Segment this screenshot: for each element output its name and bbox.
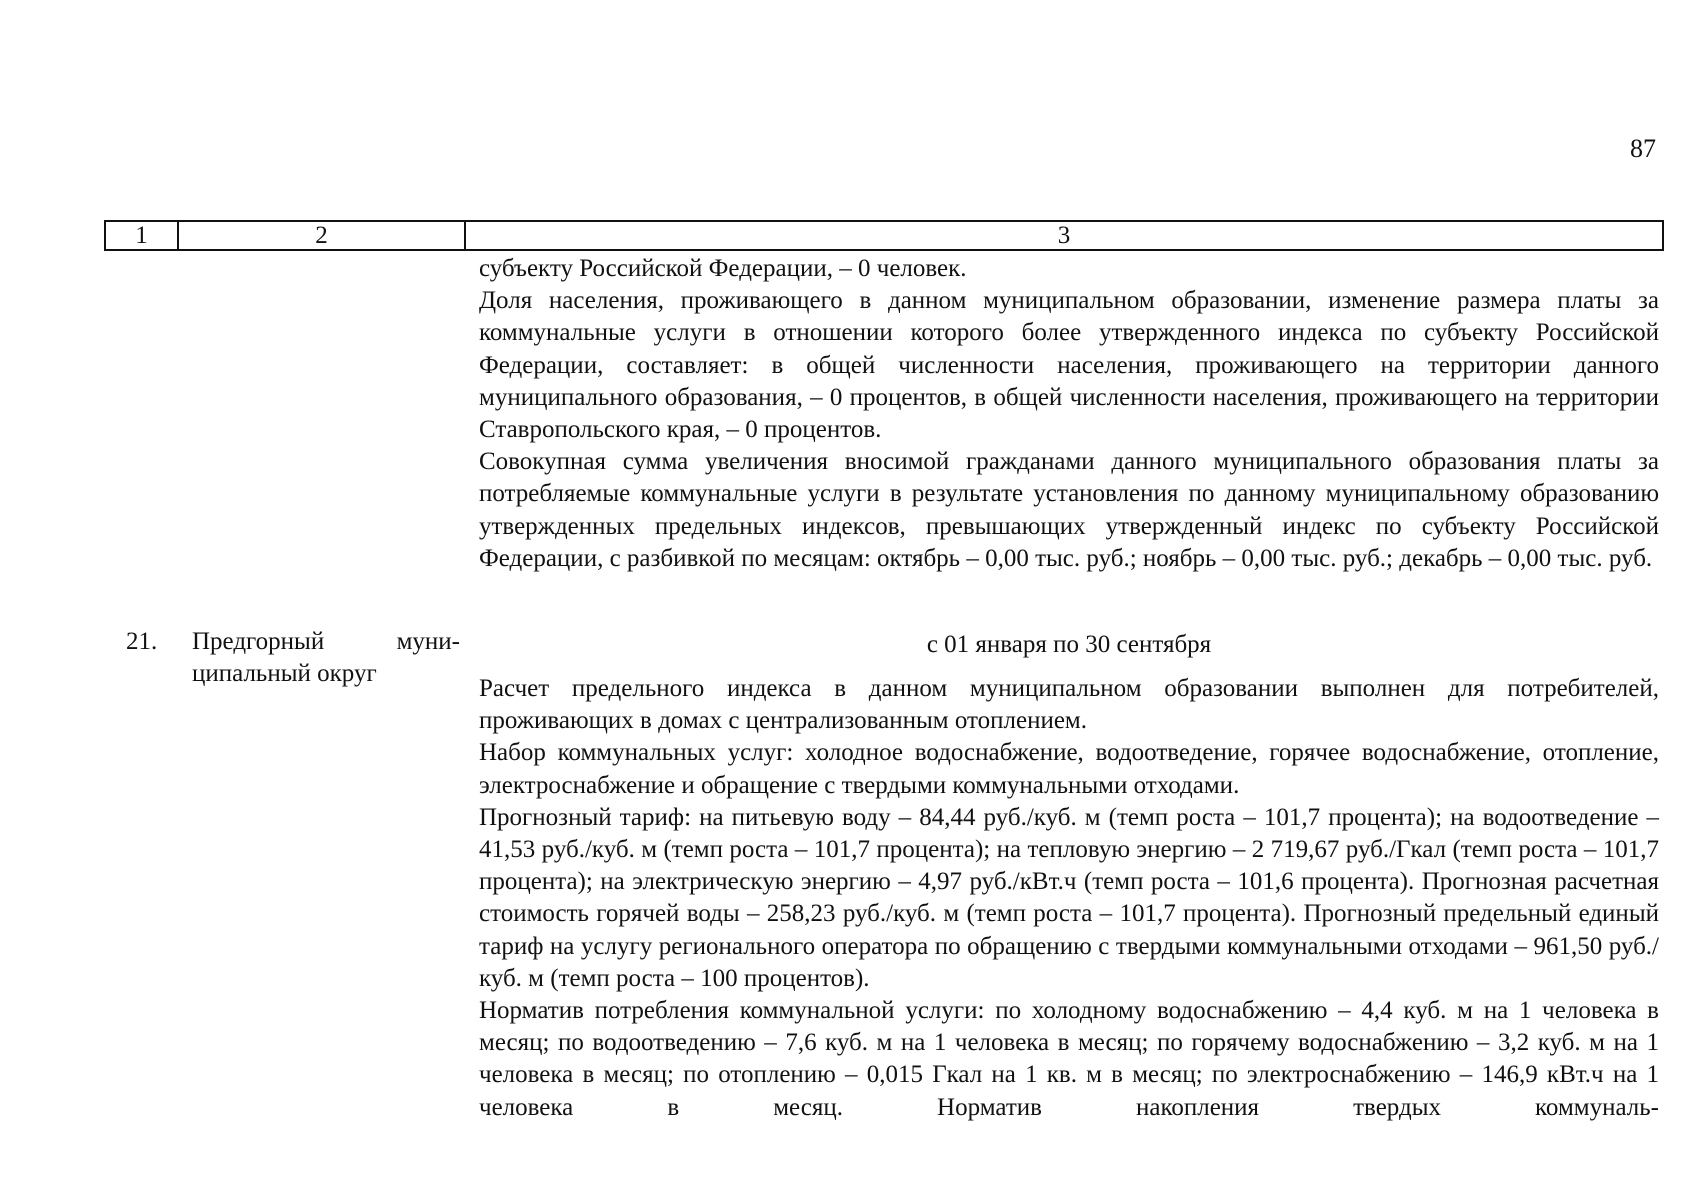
table-header-col-3: 3 — [1057, 222, 1071, 249]
table-header-col-2: 2 — [179, 222, 466, 249]
row-21-text — [479, 673, 1659, 1124]
row-21-paragraph-1: Расчет предельного индекса в данном муниципальном образовании выполнен для потребителей, проживающих в домах с централизованным отоплением. — [479, 675, 1659, 735]
row-21-number: 21. — [126, 628, 158, 655]
table-header-row — [104, 220, 1664, 251]
continued-paragraph-2: Доля населения, проживающего в данном муниципальном образовании, изменение размера платы за коммунальные услуги в отношении которого более утвержденного индекса по субъекту Российской Федерации, составляет: в общей численности населения, проживающего на территории данного муниципального образования, – 0 процентов, в общей численности населения, проживающего на территории Ставропольского края, – 0 процентов. — [479, 287, 1659, 444]
table-header-col-1: 1 — [106, 222, 179, 249]
row-21-paragraph-4: Норматив потребления коммунальной услуги: по холодному водоснабжению – 4,4 куб. м на 1 человека в месяц; по водоотведению – 7,6 куб. м на 1 человека в месяц; по горячему водоснабжению – 3,2 куб. м на 1 человека в месяц; по отоплению – 0,015 Гкал на 1 кв. м в месяц; по электроснабжению – 146,9 кВт.ч на 1 человека в месяц. Норматив накопления твердых коммуналь- — [479, 997, 1659, 1121]
continued-row-text — [479, 253, 1659, 575]
row-21-period: с 01 января по 30 сентября — [926, 631, 1212, 658]
row-21-paragraph-2: Набор коммунальных услуг: холодное водоснабжение, водоотведение, горячее водоснабжение, отопление, электроснабжение и обращение с твердыми коммунальными отходами. — [479, 739, 1659, 799]
row-21-municipality-name: Предгорный муниципальный округ — [192, 628, 460, 687]
continued-paragraph-1: субъекту Российской Федерации, – 0 человек. — [479, 255, 967, 282]
continued-paragraph-3: Совокупная сумма увеличения вносимой гражданами данного муниципального образования платы за потребляемые коммунальные услуги в результате установления по данному муниципальному образованию утвержденных предельных индексов, превышающих утвержденный индекс по субъекту Российской Федерации, с разбивкой по месяцам: октябрь – 0,00 тыс. руб.; ноябрь – 0,00 тыс. руб.; декабрь – 0,00 тыс. руб. — [479, 448, 1659, 572]
row-21-paragraph-3: Прогнозный тариф: на питьевую воду – 84,44 руб./куб. м (темп роста – 101,7 процента); на водоотведение – 41,53 руб./куб. м (темп роста – 101,7 процента); на тепловую энергию – 2 719,67 руб./Гкал (темп роста – 101,7 процента); на электрическую энергию – 4,97 руб./кВт.ч (темп роста – 101,6 процента). Прогнозная расчетная стоимость горячей воды – 258,23 руб./куб. м (темп роста – 101,7 процента). Прогнозный предельный единый тариф на услугу регионального оператора по обращению с твердыми коммунальными отходами – 961,50 руб./куб. м (темп роста – 100 процентов). — [479, 803, 1659, 992]
page-number: 87 — [1630, 134, 1656, 163]
